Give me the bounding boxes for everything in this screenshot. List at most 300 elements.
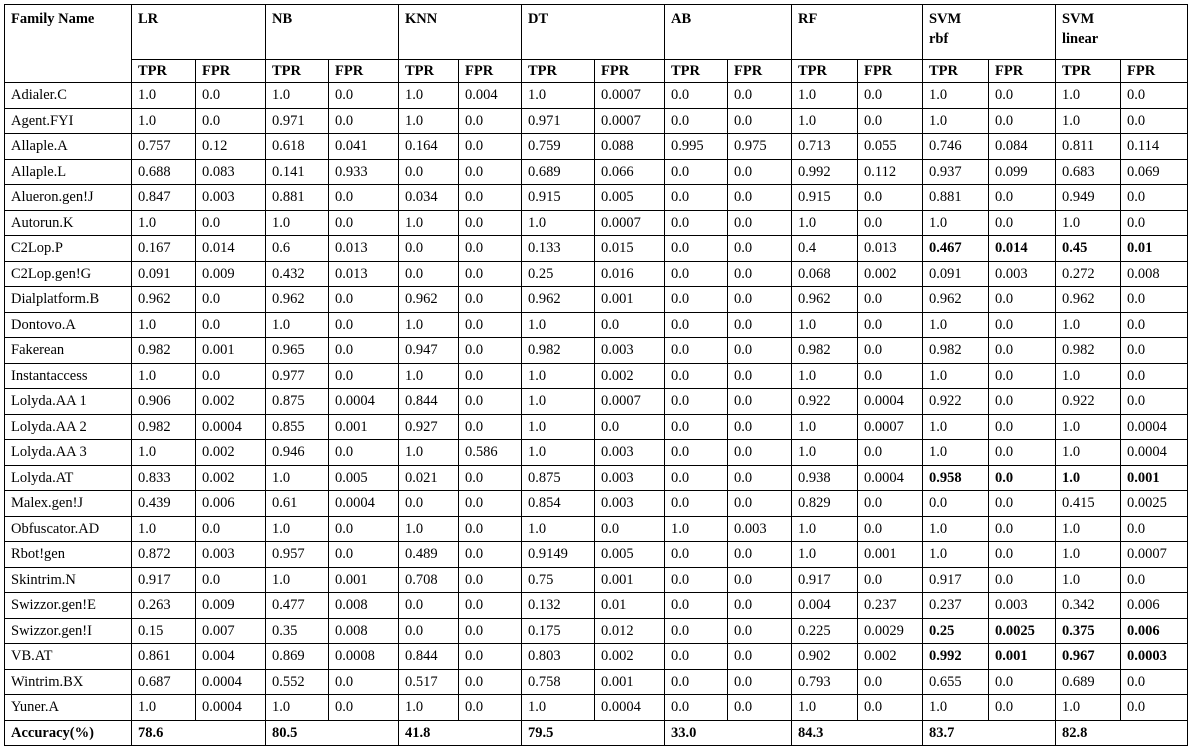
metric-cell: 1.0: [132, 210, 196, 236]
metric-cell: 0.0004: [1121, 414, 1188, 440]
metric-cell: 0.917: [132, 567, 196, 593]
metric-cell: 0.015: [595, 236, 665, 262]
metric-cell: 0.004: [792, 593, 858, 619]
classifier-header-ab: [665, 5, 792, 60]
metric-cell: 0.002: [196, 465, 266, 491]
metric-cell: 0.225: [792, 618, 858, 644]
metric-cell: 0.0: [728, 389, 792, 415]
metric-cell: 0.342: [1056, 593, 1121, 619]
table-row: [5, 134, 1188, 160]
classifier-header-knn: [399, 5, 522, 60]
metric-cell: 0.847: [132, 185, 196, 211]
metric-cell: 0.114: [1121, 134, 1188, 160]
metric-cell: 0.0: [459, 363, 522, 389]
metric-cell: 0.0: [989, 542, 1056, 568]
table-row: [5, 363, 1188, 389]
metric-cell: 0.0: [665, 312, 728, 338]
family-name-cell: Skintrim.N: [5, 567, 132, 593]
metric-cell: 0.992: [792, 159, 858, 185]
metric-cell: 0.6: [266, 236, 329, 262]
metric-cell: 0.0: [399, 159, 459, 185]
metric-cell: 0.013: [329, 261, 399, 287]
metric-cell: 0.995: [665, 134, 728, 160]
metric-cell: 1.0: [792, 210, 858, 236]
family-name-cell: Adialer.C: [5, 83, 132, 109]
table-row: [5, 414, 1188, 440]
metric-cell: 0.0007: [595, 108, 665, 134]
metric-cell: 0.517: [399, 669, 459, 695]
metric-cell: 0.001: [989, 644, 1056, 670]
metric-cell: 0.002: [595, 644, 665, 670]
metric-cell: 0.0025: [989, 618, 1056, 644]
metric-cell: 0.263: [132, 593, 196, 619]
metric-cell: 0.0004: [329, 389, 399, 415]
metric-cell: 0.0: [728, 159, 792, 185]
metric-cell: 1.0: [792, 542, 858, 568]
metric-cell: 0.001: [858, 542, 923, 568]
metric-cell: 0.0: [728, 236, 792, 262]
metric-cell: 0.962: [266, 287, 329, 313]
metric-cell: 0.35: [266, 618, 329, 644]
metric-cell: 0.0: [1121, 363, 1188, 389]
metric-cell: 1.0: [1056, 465, 1121, 491]
metric-cell: 0.0: [665, 210, 728, 236]
metric-cell: 0.0: [459, 312, 522, 338]
metric-cell: 0.957: [266, 542, 329, 568]
metric-cell: 0.0004: [329, 491, 399, 517]
metric-cell: 0.0: [459, 134, 522, 160]
classifier-label: SVM: [929, 11, 962, 27]
metric-cell: 0.0: [459, 261, 522, 287]
metric-cell: 1.0: [792, 312, 858, 338]
metric-cell: 0.003: [989, 593, 1056, 619]
metric-cell: 1.0: [266, 210, 329, 236]
metric-cell: 0.0: [665, 695, 728, 721]
metric-cell: 0.003: [595, 465, 665, 491]
metric-cell: 0.875: [266, 389, 329, 415]
metric-cell: 0.61: [266, 491, 329, 517]
metric-cell: 0.055: [858, 134, 923, 160]
metric-cell: 0.0: [728, 287, 792, 313]
metric-cell: 0.0: [1121, 83, 1188, 109]
family-name-cell: Lolyda.AA 2: [5, 414, 132, 440]
metric-cell: 1.0: [522, 210, 595, 236]
family-name-cell: C2Lop.gen!G: [5, 261, 132, 287]
metric-cell: 0.021: [399, 465, 459, 491]
metric-cell: 0.45: [1056, 236, 1121, 262]
metric-cell: 0.0: [329, 338, 399, 364]
metric-cell: 0.0: [989, 465, 1056, 491]
metric-header-fpr: FPR: [196, 60, 266, 83]
metric-cell: 0.947: [399, 338, 459, 364]
metric-cell: 0.0: [665, 644, 728, 670]
metric-cell: 0.007: [196, 618, 266, 644]
family-name-cell: C2Lop.P: [5, 236, 132, 262]
table-row: [5, 159, 1188, 185]
metric-cell: 0.066: [595, 159, 665, 185]
metric-cell: 0.0: [459, 210, 522, 236]
metric-cell: 0.008: [1121, 261, 1188, 287]
metric-cell: 0.683: [1056, 159, 1121, 185]
metric-cell: 0.618: [266, 134, 329, 160]
metric-cell: 0.552: [266, 669, 329, 695]
metric-cell: 0.0: [728, 465, 792, 491]
family-name-cell: Instantaccess: [5, 363, 132, 389]
metric-cell: 0.861: [132, 644, 196, 670]
metric-header-tpr: TPR: [1056, 60, 1121, 83]
metric-header-tpr: TPR: [266, 60, 329, 83]
metric-cell: 1.0: [923, 108, 989, 134]
metric-cell: 0.001: [595, 669, 665, 695]
metric-cell: 0.003: [196, 185, 266, 211]
metric-cell: 0.0: [989, 363, 1056, 389]
metric-cell: 0.713: [792, 134, 858, 160]
metric-cell: 0.0: [595, 414, 665, 440]
metric-cell: 0.439: [132, 491, 196, 517]
family-name-cell: Dialplatform.B: [5, 287, 132, 313]
metric-cell: 0.758: [522, 669, 595, 695]
metric-cell: 1.0: [792, 695, 858, 721]
metric-cell: 0.01: [595, 593, 665, 619]
metric-cell: 0.0: [728, 83, 792, 109]
metric-cell: 0.586: [459, 440, 522, 466]
metric-cell: 0.0008: [329, 644, 399, 670]
classifier-label: LR: [138, 11, 159, 27]
metric-cell: 0.0004: [1121, 440, 1188, 466]
metric-cell: 0.902: [792, 644, 858, 670]
metric-cell: 0.0: [728, 185, 792, 211]
metric-cell: 0.003: [595, 491, 665, 517]
metric-cell: 0.949: [1056, 185, 1121, 211]
metric-cell: 1.0: [923, 363, 989, 389]
metric-cell: 0.0: [728, 644, 792, 670]
metric-header-tpr: TPR: [792, 60, 858, 83]
metric-cell: 0.0: [196, 210, 266, 236]
metric-cell: 0.875: [522, 465, 595, 491]
metric-cell: 1.0: [399, 83, 459, 109]
metric-cell: 0.091: [132, 261, 196, 287]
metric-cell: 0.962: [522, 287, 595, 313]
metric-cell: 0.0007: [595, 389, 665, 415]
metric-cell: 1.0: [792, 414, 858, 440]
metric-cell: 0.0: [459, 159, 522, 185]
metric-cell: 0.0: [329, 287, 399, 313]
metric-cell: 0.0: [989, 312, 1056, 338]
metric-cell: 0.0: [665, 108, 728, 134]
metric-cell: 0.006: [1121, 618, 1188, 644]
metric-header-fpr: FPR: [1121, 60, 1188, 83]
accuracy-cell: 79.5: [522, 720, 665, 746]
metric-cell: 0.0: [196, 567, 266, 593]
metric-cell: 0.0: [329, 516, 399, 542]
metric-cell: 0.12: [196, 134, 266, 160]
metric-cell: 0.0004: [196, 414, 266, 440]
metric-cell: 0.833: [132, 465, 196, 491]
metric-cell: 0.965: [266, 338, 329, 364]
metric-cell: 0.014: [196, 236, 266, 262]
metric-header-tpr: TPR: [665, 60, 728, 83]
table-row: [5, 210, 1188, 236]
metric-cell: 0.962: [132, 287, 196, 313]
metric-cell: 0.0: [989, 389, 1056, 415]
metric-cell: 0.164: [399, 134, 459, 160]
metric-cell: 0.0: [459, 236, 522, 262]
metric-cell: 0.0: [665, 363, 728, 389]
metric-cell: 0.0: [1121, 338, 1188, 364]
metric-cell: 0.0: [858, 312, 923, 338]
metric-cell: 1.0: [923, 440, 989, 466]
metric-cell: 0.0: [858, 440, 923, 466]
metric-header-fpr: FPR: [329, 60, 399, 83]
metric-cell: 0.01: [1121, 236, 1188, 262]
metric-cell: 0.0: [459, 185, 522, 211]
metric-cell: 0.15: [132, 618, 196, 644]
metric-cell: 0.829: [792, 491, 858, 517]
family-name-cell: VB.AT: [5, 644, 132, 670]
metric-cell: 0.915: [522, 185, 595, 211]
table-row: [5, 83, 1188, 109]
classifier-label: KNN: [405, 11, 438, 27]
metric-cell: 0.0: [665, 440, 728, 466]
table-row: [5, 491, 1188, 517]
metric-cell: 0.003: [728, 516, 792, 542]
metric-cell: 0.0: [728, 210, 792, 236]
metric-cell: 1.0: [923, 83, 989, 109]
metric-cell: 0.0: [728, 261, 792, 287]
metric-cell: 0.0: [1121, 516, 1188, 542]
metric-cell: 0.0: [858, 338, 923, 364]
classifier-header-svm-linear: [1056, 5, 1188, 60]
metric-cell: 0.0: [665, 261, 728, 287]
metric-cell: 0.006: [1121, 593, 1188, 619]
metric-cell: 0.0: [1121, 287, 1188, 313]
metric-cell: 0.009: [196, 593, 266, 619]
metric-cell: 1.0: [1056, 210, 1121, 236]
metric-cell: 0.006: [196, 491, 266, 517]
metric-cell: 0.0: [1121, 389, 1188, 415]
metric-cell: 0.0: [728, 414, 792, 440]
table-row: [5, 236, 1188, 262]
metric-cell: 0.922: [792, 389, 858, 415]
metric-cell: 0.016: [595, 261, 665, 287]
metric-cell: 0.927: [399, 414, 459, 440]
metric-cell: 0.0004: [595, 695, 665, 721]
table-row: [5, 389, 1188, 415]
metric-cell: 0.0025: [1121, 491, 1188, 517]
metric-cell: 0.0: [665, 669, 728, 695]
metric-cell: 1.0: [665, 516, 728, 542]
metric-cell: 0.9149: [522, 542, 595, 568]
metric-cell: 0.0: [459, 414, 522, 440]
accuracy-cell: 82.8: [1056, 720, 1188, 746]
metric-cell: 0.854: [522, 491, 595, 517]
metric-cell: 1.0: [399, 440, 459, 466]
metric-cell: 1.0: [923, 414, 989, 440]
metric-cell: 0.0: [329, 669, 399, 695]
metric-cell: 0.0: [196, 516, 266, 542]
metric-cell: 0.002: [858, 644, 923, 670]
metric-cell: 0.757: [132, 134, 196, 160]
family-name-cell: Lolyda.AA 3: [5, 440, 132, 466]
metric-cell: 0.917: [792, 567, 858, 593]
metric-cell: 0.793: [792, 669, 858, 695]
metric-cell: 0.962: [923, 287, 989, 313]
metric-cell: 0.982: [132, 338, 196, 364]
metric-cell: 0.0: [728, 695, 792, 721]
metric-cell: 0.0: [459, 593, 522, 619]
metric-cell: 0.003: [595, 440, 665, 466]
metric-cell: 0.005: [329, 465, 399, 491]
results-table: [4, 4, 1188, 746]
metric-cell: 0.655: [923, 669, 989, 695]
metric-cell: 0.0004: [858, 389, 923, 415]
family-name-cell: Wintrim.BX: [5, 669, 132, 695]
metric-cell: 1.0: [266, 465, 329, 491]
metric-cell: 0.0: [665, 542, 728, 568]
metric-cell: 1.0: [923, 210, 989, 236]
classifier-label: AB: [671, 11, 692, 27]
metric-cell: 0.003: [989, 261, 1056, 287]
metric-cell: 0.0: [399, 618, 459, 644]
metric-cell: 0.0: [728, 338, 792, 364]
metric-cell: 0.008: [329, 618, 399, 644]
metric-header-tpr: TPR: [923, 60, 989, 83]
metric-cell: 0.0: [665, 338, 728, 364]
metric-cell: 1.0: [522, 389, 595, 415]
metric-cell: 0.0: [858, 83, 923, 109]
metric-cell: 0.0: [989, 210, 1056, 236]
metric-cell: 0.467: [923, 236, 989, 262]
metric-cell: 0.0: [595, 312, 665, 338]
metric-cell: 0.237: [858, 593, 923, 619]
metric-cell: 1.0: [132, 363, 196, 389]
metric-cell: 0.069: [1121, 159, 1188, 185]
classifier-sublabel: rbf: [929, 31, 949, 47]
table-row: [5, 516, 1188, 542]
metric-cell: 0.432: [266, 261, 329, 287]
family-name-cell: Swizzor.gen!E: [5, 593, 132, 619]
metric-cell: 0.002: [196, 389, 266, 415]
metric-cell: 0.0: [196, 312, 266, 338]
classifier-label: NB: [272, 11, 293, 27]
metric-cell: 0.0: [196, 363, 266, 389]
metric-cell: 0.0: [459, 465, 522, 491]
metric-cell: 0.938: [792, 465, 858, 491]
metric-header-tpr: TPR: [522, 60, 595, 83]
metric-cell: 1.0: [522, 363, 595, 389]
metric-cell: 0.0004: [196, 669, 266, 695]
metric-cell: 0.0: [665, 618, 728, 644]
metric-cell: 0.001: [595, 567, 665, 593]
metric-cell: 1.0: [132, 108, 196, 134]
metric-cell: 1.0: [132, 695, 196, 721]
metric-cell: 0.0: [459, 389, 522, 415]
accuracy-cell: 84.3: [792, 720, 923, 746]
metric-cell: 1.0: [1056, 567, 1121, 593]
metric-cell: 0.0: [728, 593, 792, 619]
metric-cell: 0.0: [989, 695, 1056, 721]
metric-cell: 0.708: [399, 567, 459, 593]
metric-cell: 0.0: [329, 695, 399, 721]
metric-cell: 0.982: [132, 414, 196, 440]
table-row: [5, 618, 1188, 644]
metric-cell: 0.869: [266, 644, 329, 670]
metric-cell: 0.75: [522, 567, 595, 593]
metric-cell: 0.0007: [1121, 542, 1188, 568]
family-name-cell: Lolyda.AT: [5, 465, 132, 491]
metric-cell: 0.689: [1056, 669, 1121, 695]
table-row: [5, 261, 1188, 287]
metric-cell: 0.0007: [595, 210, 665, 236]
metric-cell: 1.0: [792, 440, 858, 466]
table-row: [5, 338, 1188, 364]
family-name-cell: Allaple.A: [5, 134, 132, 160]
metric-cell: 1.0: [522, 414, 595, 440]
metric-cell: 0.0: [728, 363, 792, 389]
metric-cell: 0.962: [792, 287, 858, 313]
metric-cell: 0.982: [522, 338, 595, 364]
metric-cell: 0.0: [665, 389, 728, 415]
metric-cell: 1.0: [1056, 440, 1121, 466]
metric-cell: 0.937: [923, 159, 989, 185]
metric-cell: 1.0: [399, 695, 459, 721]
metric-cell: 1.0: [1056, 83, 1121, 109]
metric-cell: 1.0: [1056, 108, 1121, 134]
metric-cell: 0.0: [858, 695, 923, 721]
metric-cell: 0.0: [989, 338, 1056, 364]
table-row: [5, 465, 1188, 491]
metric-cell: 0.906: [132, 389, 196, 415]
metric-cell: 0.982: [792, 338, 858, 364]
metric-cell: 0.068: [792, 261, 858, 287]
metric-cell: 0.091: [923, 261, 989, 287]
metric-cell: 0.001: [595, 287, 665, 313]
accuracy-cell: 83.7: [923, 720, 1056, 746]
metric-header-fpr: FPR: [595, 60, 665, 83]
metric-cell: 0.0: [858, 108, 923, 134]
metric-cell: 0.0: [989, 83, 1056, 109]
metric-cell: 1.0: [132, 312, 196, 338]
metric-cell: 0.0: [459, 669, 522, 695]
metric-cell: 0.0: [665, 236, 728, 262]
metric-cell: 0.0: [196, 108, 266, 134]
classifier-header-dt: [522, 5, 665, 60]
metric-cell: 0.917: [923, 567, 989, 593]
table-row: [5, 312, 1188, 338]
metric-cell: 0.084: [989, 134, 1056, 160]
classifier-header-svm-rbf: [923, 5, 1056, 60]
metric-cell: 0.0: [459, 287, 522, 313]
metric-cell: 0.0: [858, 567, 923, 593]
accuracy-cell: 41.8: [399, 720, 522, 746]
accuracy-cell: 33.0: [665, 720, 792, 746]
metric-cell: 1.0: [792, 108, 858, 134]
metric-cell: 1.0: [923, 516, 989, 542]
metric-cell: 0.0: [196, 287, 266, 313]
metric-cell: 1.0: [522, 440, 595, 466]
family-name-cell: Allaple.L: [5, 159, 132, 185]
metric-cell: 0.962: [399, 287, 459, 313]
metric-cell: 0.0: [665, 567, 728, 593]
metric-cell: 0.005: [595, 542, 665, 568]
table-row: [5, 185, 1188, 211]
metric-cell: 0.002: [858, 261, 923, 287]
metric-cell: 0.0: [989, 414, 1056, 440]
metric-cell: 1.0: [399, 312, 459, 338]
metric-cell: 1.0: [399, 516, 459, 542]
metric-cell: 0.041: [329, 134, 399, 160]
metric-cell: 0.0: [329, 312, 399, 338]
